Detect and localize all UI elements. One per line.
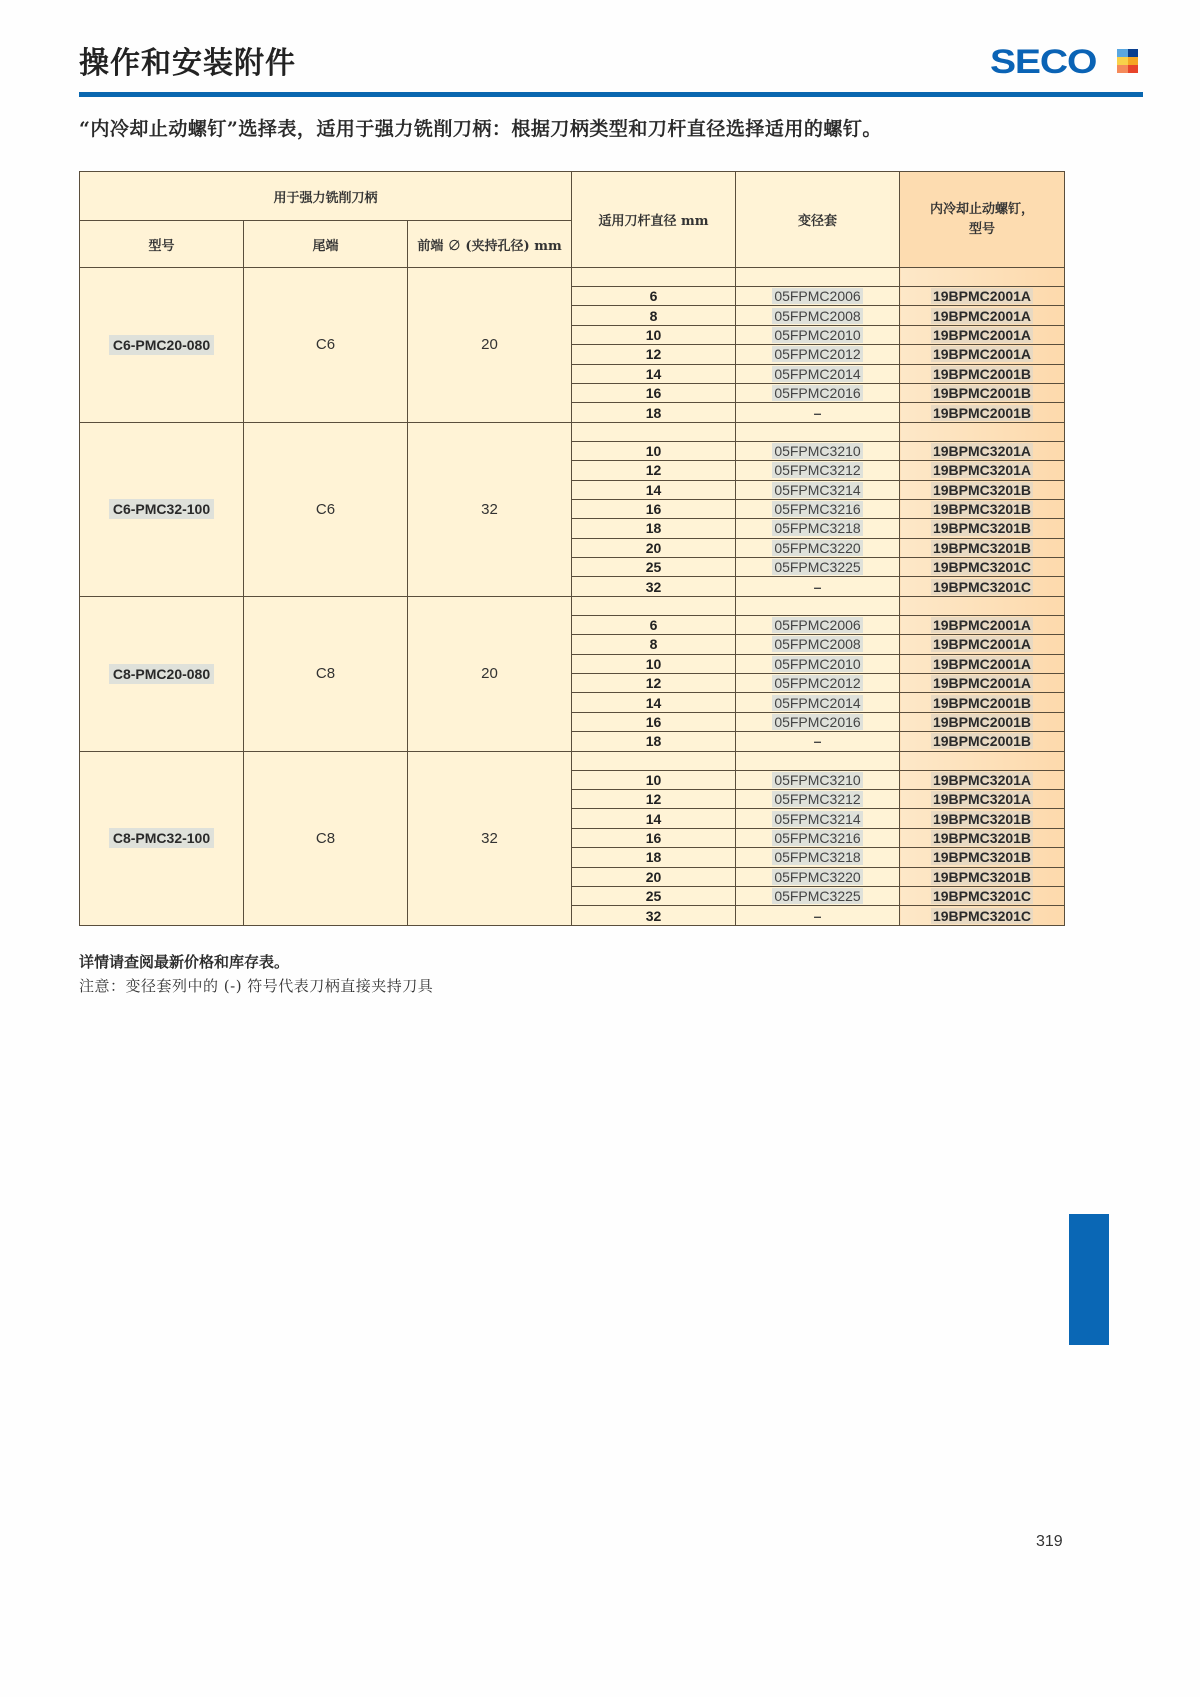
adapter-sleeve-cell (736, 499, 900, 518)
screw-code: 19BPMC2001A (932, 288, 1032, 305)
coolant-stop-screw-cell (900, 732, 1065, 751)
header-model: 型号 (80, 221, 244, 268)
adapter-sleeve-cell (736, 693, 900, 712)
screw-code: 19BPMC3201C (932, 907, 1032, 924)
coolant-stop-screw-cell (900, 809, 1065, 828)
spacer-cell (736, 268, 900, 287)
shank-diameter-cell: 32 (572, 906, 736, 925)
shank-diameter-cell: 18 (572, 732, 736, 751)
coolant-stop-screw-cell (900, 364, 1065, 383)
adapter-code: 05FPMC2008 (774, 636, 861, 653)
header-group-holder: 用于强力铣削刀柄 (80, 172, 572, 221)
model-code: C6-PMC32-100 (109, 499, 214, 519)
screw-code: 19BPMC2001A (932, 655, 1032, 672)
section-side-tab (1069, 1214, 1109, 1345)
adapter-code: 05FPMC2006 (774, 617, 861, 634)
shank-diameter-cell: 14 (572, 693, 736, 712)
shank-diameter-cell: 6 (572, 615, 736, 634)
screw-code: 19BPMC3201B (932, 501, 1032, 518)
holder-tail-cell: C8 (244, 596, 408, 751)
adapter-sleeve-cell (736, 345, 900, 364)
screw-code: 19BPMC3201B (932, 849, 1032, 866)
adapter-code: 05FPMC3212 (774, 791, 861, 808)
screw-code: 19BPMC3201C (932, 888, 1032, 905)
page-title: 操作和安装附件 (79, 46, 296, 81)
shank-diameter-cell: 10 (572, 325, 736, 344)
screw-code: 19BPMC2001A (932, 307, 1032, 324)
shank-diameter-cell: 10 (572, 441, 736, 460)
adapter-sleeve-cell (736, 383, 900, 402)
shank-diameter-cell: 32 (572, 577, 736, 596)
shank-diameter-cell: 14 (572, 809, 736, 828)
screw-code: 19BPMC2001B (932, 714, 1032, 730)
adapter-code: 05FPMC3212 (774, 462, 861, 479)
adapter-sleeve-cell (736, 441, 900, 460)
header-rule (79, 92, 1143, 97)
adapter-sleeve-cell (736, 828, 900, 847)
adapter-code: 05FPMC2016 (774, 385, 861, 402)
shank-diameter-cell: 12 (572, 345, 736, 364)
coolant-stop-screw-cell (900, 770, 1065, 789)
adapter-sleeve-cell (736, 480, 900, 499)
logo-mark-icon (1117, 49, 1138, 73)
header-coolant-stop-screw (900, 172, 1065, 268)
shank-diameter-cell: 10 (572, 770, 736, 789)
spacer-cell (900, 596, 1065, 615)
shank-diameter-cell: 20 (572, 538, 736, 557)
adapter-code: 05FPMC3210 (774, 442, 861, 459)
adapter-sleeve-cell (736, 906, 900, 925)
coolant-stop-screw-cell (900, 828, 1065, 847)
spacer-cell (572, 751, 736, 770)
holder-tail-cell: C6 (244, 422, 408, 596)
coolant-stop-screw-cell (900, 306, 1065, 325)
coolant-stop-screw-cell (900, 325, 1065, 344)
coolant-stop-screw-cell (900, 654, 1065, 673)
adapter-sleeve-cell (736, 654, 900, 673)
screw-code: 19BPMC3201B (932, 520, 1032, 537)
header-front-diameter: 前端 ∅ (夹持孔径) mm (408, 221, 572, 268)
shank-diameter-cell: 14 (572, 480, 736, 499)
adapter-sleeve-cell (736, 732, 900, 751)
adapter-code: – (813, 907, 822, 924)
spacer-cell (572, 422, 736, 441)
adapter-code: 05FPMC3214 (774, 481, 861, 498)
screw-code: 19BPMC2001B (932, 694, 1032, 711)
screw-code: 19BPMC2001A (932, 617, 1032, 634)
spacer-cell (736, 422, 900, 441)
screw-code: 19BPMC2001B (932, 404, 1032, 421)
adapter-sleeve-cell (736, 674, 900, 693)
coolant-stop-screw-cell (900, 577, 1065, 596)
adapter-code: 05FPMC3225 (774, 888, 861, 905)
group-spacer-row (80, 268, 1065, 287)
holder-front-diameter-cell: 20 (408, 268, 572, 423)
adapter-sleeve-cell (736, 712, 900, 731)
coolant-stop-screw-cell (900, 480, 1065, 499)
coolant-stop-screw-cell (900, 848, 1065, 867)
shank-diameter-cell: 6 (572, 287, 736, 306)
adapter-sleeve-cell (736, 848, 900, 867)
shank-diameter-cell: 8 (572, 635, 736, 654)
header-coolant-stop-screw-label: 内冷却止动螺钉，型号 (930, 201, 1035, 237)
shank-diameter-cell: 16 (572, 712, 736, 731)
adapter-code: 05FPMC2008 (774, 307, 861, 324)
shank-diameter-cell: 25 (572, 886, 736, 905)
seco-logo (990, 43, 1097, 81)
adapter-code: 05FPMC2010 (774, 326, 861, 343)
coolant-stop-screw-cell (900, 345, 1065, 364)
group-spacer-row (80, 596, 1065, 615)
shank-diameter-cell: 16 (572, 828, 736, 847)
adapter-sleeve-cell (736, 615, 900, 634)
screw-code: 19BPMC2001B (932, 385, 1032, 402)
shank-diameter-cell: 12 (572, 674, 736, 693)
coolant-stop-screw-cell (900, 403, 1065, 422)
model-code: C8-PMC32-100 (109, 828, 214, 848)
adapter-sleeve-cell (736, 325, 900, 344)
adapter-sleeve-cell (736, 287, 900, 306)
holder-tail-cell: C8 (244, 751, 408, 925)
screw-code: 19BPMC3201A (932, 462, 1032, 479)
screw-code: 19BPMC3201B (932, 539, 1032, 556)
adapter-code: 05FPMC3210 (774, 771, 861, 788)
group-spacer-row (80, 751, 1065, 770)
adapter-code: 05FPMC2006 (774, 288, 861, 305)
coolant-stop-screw-cell (900, 461, 1065, 480)
coolant-stop-screw-cell (900, 287, 1065, 306)
holder-front-diameter-cell: 20 (408, 596, 572, 751)
shank-diameter-cell: 25 (572, 558, 736, 577)
logo-text: SECO (990, 43, 1097, 81)
model-code: C8-PMC20-080 (109, 664, 214, 684)
holder-model-cell (80, 751, 244, 925)
holder-model-cell (80, 422, 244, 596)
screw-code: 19BPMC2001B (932, 365, 1032, 382)
spacer-cell (736, 751, 900, 770)
holder-front-diameter-cell: 32 (408, 422, 572, 596)
table-caption: “内冷却止动螺钉”选择表，适用于强力铣削刀柄：根据刀柄类型和刀杆直径选择适用的螺钉。 (79, 118, 882, 140)
coolant-stop-screw-cell (900, 789, 1065, 808)
screw-code: 19BPMC3201B (932, 868, 1032, 885)
adapter-sleeve-cell (736, 403, 900, 422)
header-shank-diameter: 适用刀杆直径 mm (572, 172, 736, 268)
adapter-sleeve-cell (736, 867, 900, 886)
coolant-stop-screw-cell (900, 538, 1065, 557)
adapter-sleeve-cell (736, 635, 900, 654)
adapter-code: 05FPMC2012 (774, 346, 861, 363)
adapter-code: – (813, 404, 822, 421)
screw-code: 19BPMC3201B (932, 810, 1032, 827)
adapter-code: – (813, 733, 822, 750)
adapter-code: 05FPMC2014 (774, 694, 861, 711)
coolant-stop-screw-cell (900, 906, 1065, 925)
screw-code: 19BPMC2001B (932, 733, 1032, 750)
adapter-code: 05FPMC3220 (774, 539, 861, 556)
shank-diameter-cell: 18 (572, 403, 736, 422)
adapter-code: 05FPMC3216 (774, 501, 861, 518)
header-tail: 尾端 (244, 221, 408, 268)
table-body (80, 268, 1065, 926)
adapter-sleeve-cell (736, 519, 900, 538)
screw-code: 19BPMC3201A (932, 771, 1032, 788)
adapter-code: – (813, 578, 822, 595)
adapter-code: 05FPMC3218 (774, 849, 861, 866)
adapter-code: 05FPMC3214 (774, 810, 861, 827)
coolant-stop-screw-cell (900, 499, 1065, 518)
adapter-code: 05FPMC2014 (774, 365, 861, 382)
spacer-cell (572, 268, 736, 287)
shank-diameter-cell: 16 (572, 383, 736, 402)
coolant-stop-screw-cell (900, 558, 1065, 577)
screw-code: 19BPMC2001A (932, 675, 1032, 692)
shank-diameter-cell: 12 (572, 789, 736, 808)
model-code: C6-PMC20-080 (109, 335, 214, 355)
screw-code: 19BPMC2001A (932, 326, 1032, 343)
adapter-sleeve-cell (736, 789, 900, 808)
screw-code: 19BPMC2001A (932, 636, 1032, 653)
holder-tail-cell: C6 (244, 268, 408, 423)
adapter-code: 05FPMC2012 (774, 675, 861, 692)
adapter-sleeve-cell (736, 770, 900, 789)
coolant-stop-screw-cell (900, 383, 1065, 402)
shank-diameter-cell: 18 (572, 848, 736, 867)
note-dash-meaning: 注意：变径套列中的 (-) 符号代表刀柄直接夹持刀具 (79, 977, 434, 995)
shank-diameter-cell: 16 (572, 499, 736, 518)
screw-selection-table (79, 171, 1065, 926)
adapter-code: 05FPMC2010 (774, 655, 861, 672)
spacer-cell (572, 596, 736, 615)
shank-diameter-cell: 10 (572, 654, 736, 673)
adapter-sleeve-cell (736, 577, 900, 596)
coolant-stop-screw-cell (900, 635, 1065, 654)
holder-model-cell (80, 268, 244, 423)
page-number: 319 (1036, 1533, 1063, 1550)
adapter-code: 05FPMC3216 (774, 829, 861, 846)
coolant-stop-screw-cell (900, 441, 1065, 460)
adapter-sleeve-cell (736, 886, 900, 905)
adapter-sleeve-cell (736, 461, 900, 480)
screw-code: 19BPMC3201B (932, 829, 1032, 846)
shank-diameter-cell: 14 (572, 364, 736, 383)
adapter-sleeve-cell (736, 306, 900, 325)
adapter-sleeve-cell (736, 558, 900, 577)
coolant-stop-screw-cell (900, 519, 1065, 538)
coolant-stop-screw-cell (900, 867, 1065, 886)
screw-code: 19BPMC3201A (932, 791, 1032, 808)
coolant-stop-screw-cell (900, 693, 1065, 712)
adapter-code: 05FPMC3220 (774, 868, 861, 885)
screw-code: 19BPMC3201A (932, 442, 1032, 459)
holder-front-diameter-cell: 32 (408, 751, 572, 925)
group-spacer-row (80, 422, 1065, 441)
adapter-sleeve-cell (736, 364, 900, 383)
screw-code: 19BPMC3201C (932, 559, 1032, 576)
spacer-cell (900, 751, 1065, 770)
coolant-stop-screw-cell (900, 615, 1065, 634)
note-price-list: 详情请查阅最新价格和库存表。 (79, 953, 290, 971)
coolant-stop-screw-cell (900, 712, 1065, 731)
holder-model-cell (80, 596, 244, 751)
screw-code: 19BPMC2001A (932, 346, 1032, 363)
shank-diameter-cell: 20 (572, 867, 736, 886)
adapter-code: 05FPMC3218 (774, 520, 861, 537)
coolant-stop-screw-cell (900, 674, 1065, 693)
spacer-cell (736, 596, 900, 615)
spacer-cell (900, 422, 1065, 441)
header-adapter-sleeve: 变径套 (736, 172, 900, 268)
shank-diameter-cell: 18 (572, 519, 736, 538)
adapter-code: 05FPMC3225 (774, 559, 861, 576)
shank-diameter-cell: 8 (572, 306, 736, 325)
shank-diameter-cell: 12 (572, 461, 736, 480)
adapter-sleeve-cell (736, 809, 900, 828)
screw-code: 19BPMC3201B (932, 481, 1032, 498)
screw-code: 19BPMC3201C (932, 578, 1032, 595)
coolant-stop-screw-cell (900, 886, 1065, 905)
adapter-sleeve-cell (736, 538, 900, 557)
spacer-cell (900, 268, 1065, 287)
adapter-code: 05FPMC2016 (774, 714, 861, 730)
